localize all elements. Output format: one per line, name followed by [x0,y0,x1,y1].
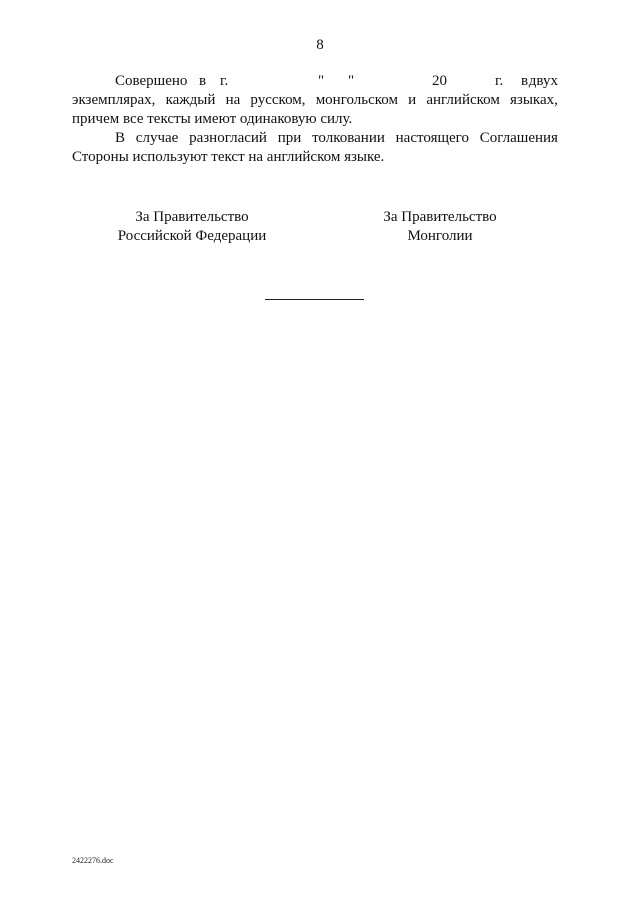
paragraph-2-line-1 [72,129,558,148]
signature-russia [112,208,272,246]
word: на [225,92,241,108]
word-v-2: в [521,73,529,89]
word: случае [135,130,179,146]
word: толковании [312,130,385,146]
word: настоящего [395,130,469,146]
word: каждый [165,92,216,108]
signature-mongolia-line-1: За Правительство [383,209,497,225]
word: языках, [510,92,558,108]
paragraph-1-line-1 [72,72,558,91]
footer-filename: 2422276.doc [72,856,114,865]
word: В [115,130,126,146]
word-sovershen: Совершено [115,73,188,89]
word: английском [426,92,500,108]
word: монгольском [315,92,399,108]
word: при [277,130,302,146]
quote-open: " [318,73,325,89]
paragraph-1-line-2 [72,91,558,110]
page-number: 8 [316,37,324,53]
signature-mongolia [360,208,520,246]
word: разногласий [189,130,267,146]
word: русском, [250,92,306,108]
signature-russia-line-2: Российской Федерации [117,228,267,244]
paragraph-1-line-3: причем все тексты имеют одинаковую силу. [72,111,353,127]
signature-russia-line-1: За Правительство [135,209,249,225]
paragraph-2-line-2: Стороны используют текст на английском языке. [72,149,385,165]
word: экземплярах, [72,92,156,108]
word-g-city: г. [220,73,229,89]
quote-close: " [348,73,355,89]
end-divider [265,299,364,300]
word-v: в [199,73,207,89]
word: Соглашения [479,130,558,146]
year-prefix: 20 [432,73,447,89]
word-g-year: г. [495,73,504,89]
word: и [408,92,417,108]
document-body [72,72,558,167]
word-dvukh: двух [528,73,558,89]
signature-mongolia-line-2: Монголии [407,228,473,244]
